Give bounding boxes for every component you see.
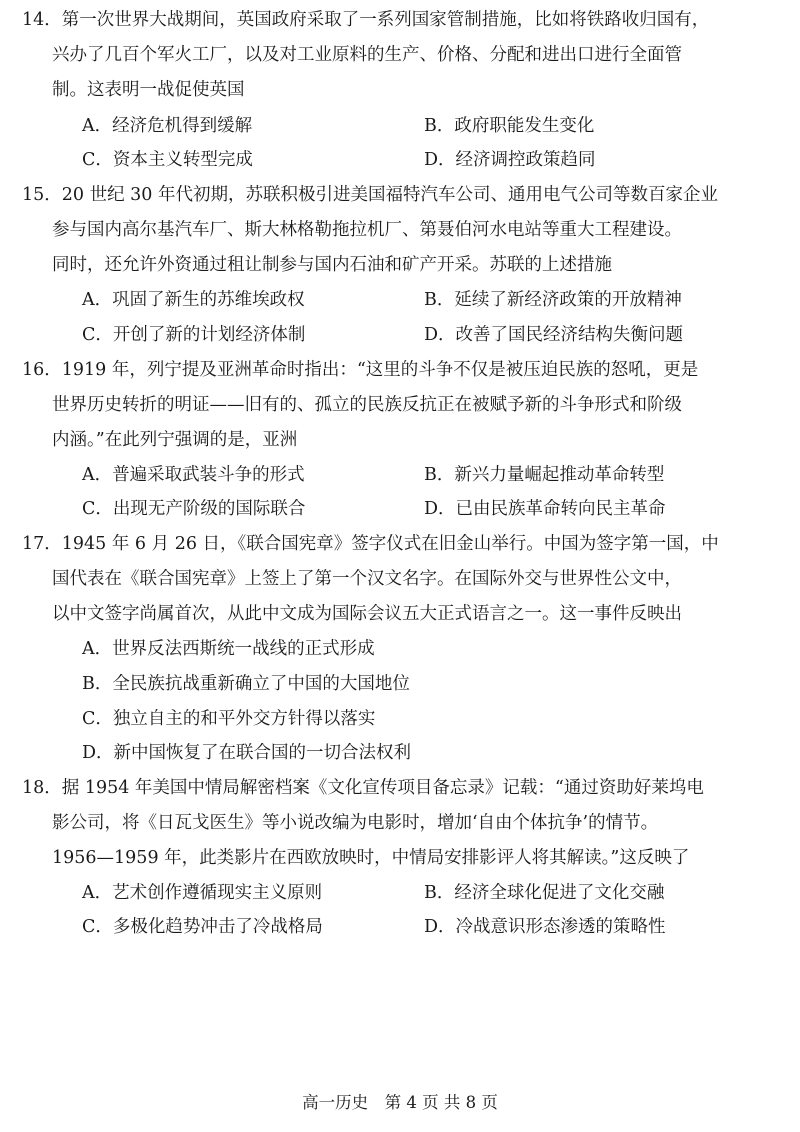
q17-stem-line-1: 17．1945 年 6 月 26 日，《联合国宪章》签字仪式在旧金山举行。中国为签字第一国，中 [22,534,719,554]
q17-option-b: B．全民族抗战重新确立了中国的大国地位 [82,674,410,694]
page-footer: 高一历史 第 4 页 共 8 页 [302,1093,498,1112]
q16-stem-line-2: 世界历史转折的明证——旧有的、孤立的民族反抗正在被赋予新的斗争形式和阶级 [52,395,682,415]
q18-option-d: D．冷战意识形态渗透的策略性 [424,917,666,937]
q17-stem-line-3: 以中文签字尚属首次，从此中文成为国际会议五大正式语言之一。这一事件反映出 [52,604,682,624]
q14-option-c: C．资本主义转型完成 [82,150,253,170]
q16-stem-line-3: 内涵。”在此列宁强调的是，亚洲 [52,430,298,450]
q14-stem-line-1: 14．第一次世界大战期间，英国政府采取了一系列国家管制措施，比如将铁路收归国有， [22,10,710,30]
q18-option-b: B．经济全球化促进了文化交融 [424,883,665,903]
q15-stem-line-3: 同时，还允许外资通过租让制参与国内石油和矿产开采。苏联的上述措施 [52,255,612,275]
q16-option-b: B．新兴力量崛起推动革命转型 [424,465,665,485]
q16-option-a: A．普遍采取武装斗争的形式 [82,465,305,485]
q18-option-c: C．多极化趋势冲击了冷战格局 [82,917,323,937]
q17-option-d: D．新中国恢复了在联合国的一切合法权利 [82,743,412,763]
q15-stem-line-2: 参与国内高尔基汽车厂、斯大林格勒拖拉机厂、第聂伯河水电站等重大工程建设。 [52,220,682,240]
q18-stem-line-1: 18．据 1954 年美国中情局解密档案《文化宣传项目备忘录》记载：“通过资助好莱坞电 [22,778,704,798]
q15-option-b: B．延续了新经济政策的开放精神 [424,290,682,310]
q16-option-c: C．出现无产阶级的国际联合 [82,499,306,519]
q15-stem-line-1: 15．20 世纪 30 年代初期，苏联积极引进美国福特汽车公司、通用电气公司等数百家企业 [22,185,718,205]
q18-stem-line-3: 1956—1959 年，此类影片在西欧放映时，中情局安排影评人将其解读。”这反映了 [52,848,690,868]
q15-option-c: C．开创了新的计划经济体制 [82,325,306,345]
q14-option-a: A．经济危机得到缓解 [82,116,253,136]
q15-option-a: A．巩固了新生的苏维埃政权 [82,290,305,310]
q15-option-d: D．改善了国民经济结构失衡问题 [424,325,684,345]
q16-option-d: D．已由民族革命转向民主革命 [424,499,666,519]
q14-option-b: B．政府职能发生变化 [424,116,595,136]
q18-option-a: A．艺术创作遵循现实主义原则 [82,883,323,903]
q16-stem-line-1: 16．1919 年，列宁提及亚洲革命时指出：“这里的斗争不仅是被压迫民族的怒吼，更是 [22,360,699,380]
q14-stem-line-3: 制。这表明一战促使英国 [52,80,245,100]
q17-option-a: A．世界反法西斯统一战线的正式形成 [82,639,375,659]
q17-stem-line-2: 国代表在《联合国宪章》上签上了第一个汉文名字。在国际外交与世界性公文中， [52,569,682,589]
q18-stem-line-2: 影公司，将《日瓦戈医生》等小说改编为电影时，增加‘自由个体抗争’的情节。 [52,813,659,833]
q14-stem-line-2: 兴办了几百个军火工厂，以及对工业原料的生产、价格、分配和进出口进行全面管 [52,45,682,65]
q17-option-c: C．独立自主的和平外交方针得以落实 [82,709,376,729]
q14-option-d: D．经济调控政策趋同 [424,150,596,170]
